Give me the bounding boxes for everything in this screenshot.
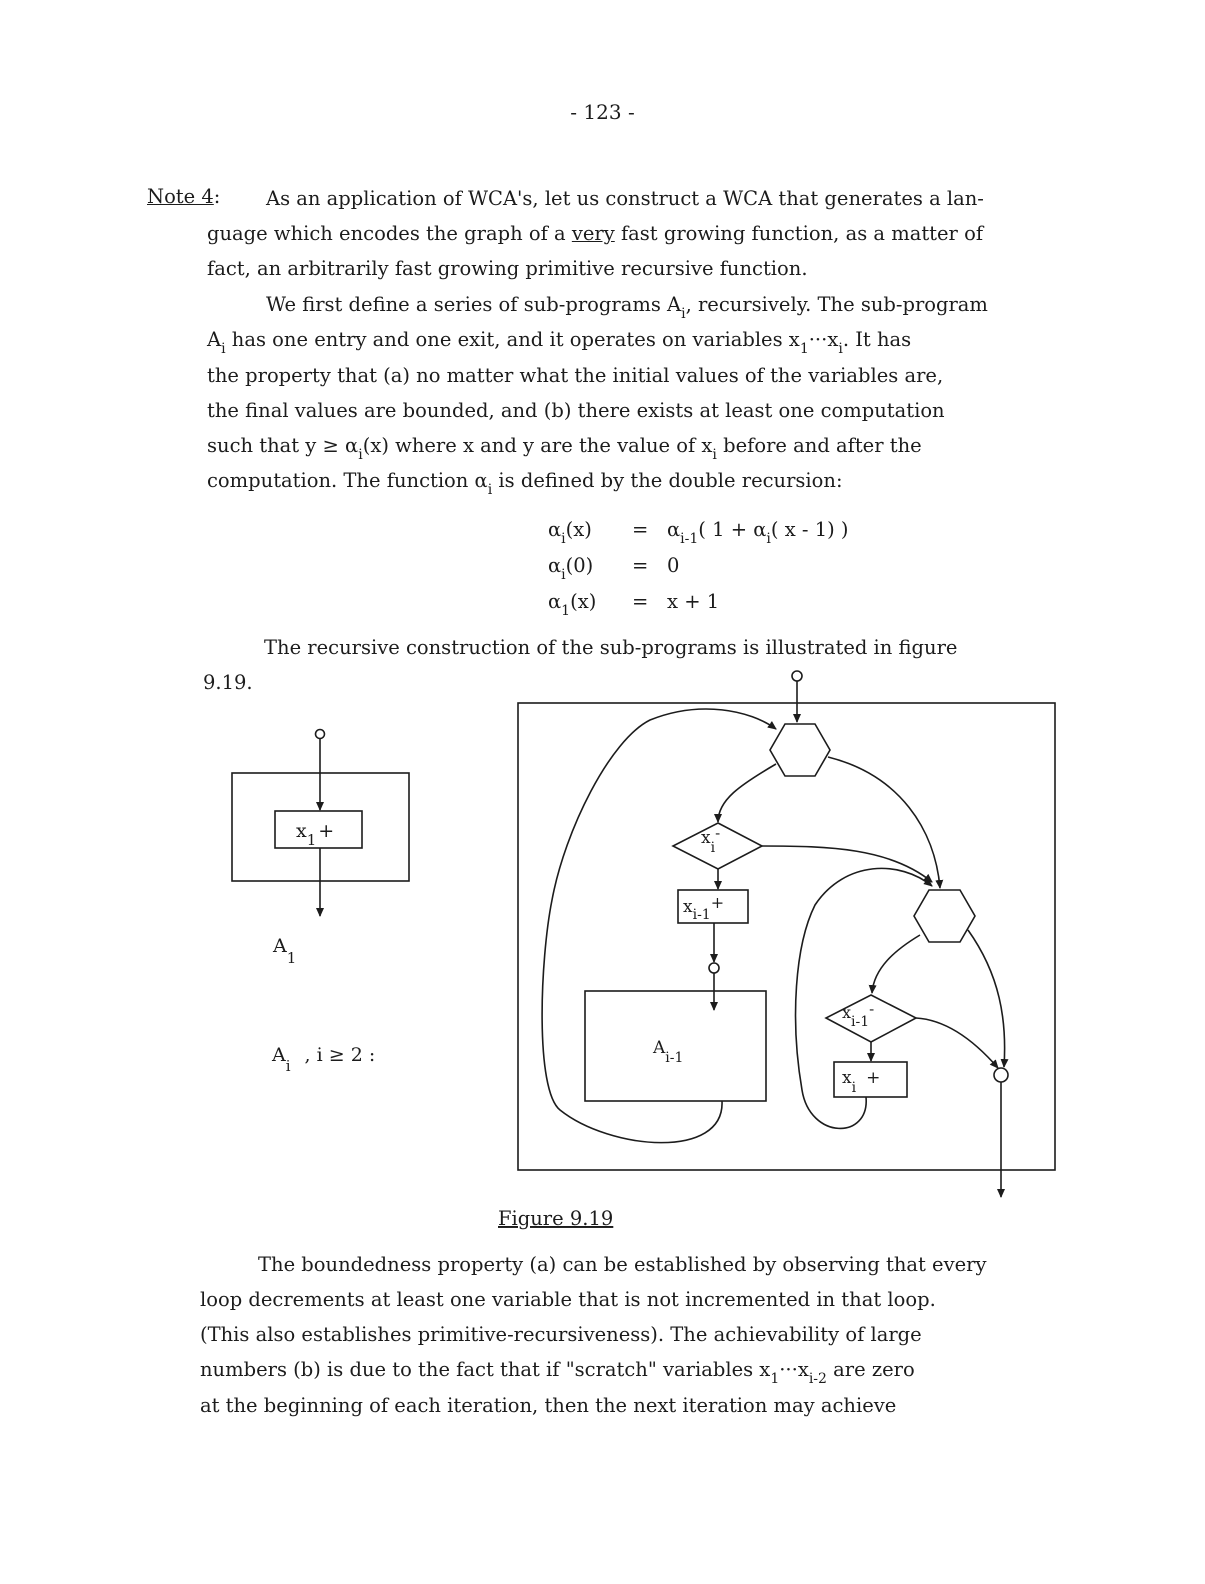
subscript: 1: [286, 949, 297, 967]
subscript: 1: [799, 341, 809, 357]
para1-line-5: [207, 434, 922, 463]
a1-entry-node: [316, 730, 325, 739]
var: x: [296, 820, 307, 842]
para1-l2-b: has one entry and one exit, and it operates on variables x: [231, 328, 800, 351]
para3-l4-b: ···x: [779, 1358, 809, 1381]
equation-1-lhs: [548, 518, 592, 547]
para1-l2-d: . It has: [842, 328, 912, 351]
subscript: i: [285, 1057, 291, 1075]
operator: -: [715, 824, 721, 842]
sub-program-entry-node: [709, 963, 719, 973]
para1-l5-a: such that y ≥ α: [207, 434, 359, 457]
edge-hex-to-hex2: [828, 757, 940, 888]
note-label: Note 4: [147, 185, 214, 208]
subscript: i: [561, 531, 566, 547]
equation-1-rhs: [667, 518, 849, 547]
para1-line-1: [266, 293, 988, 322]
alpha: α: [667, 518, 681, 541]
note-line-2: [207, 222, 983, 246]
subscript: i-1: [851, 1014, 870, 1030]
operator: +: [710, 893, 725, 912]
var: A: [653, 1038, 666, 1058]
rhs-part: ( 1 + α: [698, 518, 767, 541]
var: x: [842, 1003, 852, 1022]
subscript: i: [681, 306, 686, 322]
para1-l1-start: We first define a series of sub-programs A: [266, 293, 682, 316]
subscript: i-1: [665, 1050, 684, 1066]
equation-2-eq: =: [632, 554, 649, 577]
subscript: i-2: [808, 1371, 827, 1387]
para1-l2-a: A: [207, 328, 222, 351]
emphasis-very: very: [571, 222, 615, 245]
para1-l6-a: computation. The function α: [207, 469, 488, 492]
para3-line-1: The boundedness property (a) can be established by observing that every: [258, 1253, 987, 1276]
ai-frame: [518, 703, 1055, 1170]
para1-line-4: the final values are bounded, and (b) there exists at least one computation: [207, 399, 945, 422]
edge-hex2-to-dec: [872, 935, 920, 993]
para3-l4-c: are zero: [833, 1358, 915, 1381]
subscript: 1: [306, 831, 317, 849]
sub-program-box: [585, 991, 766, 1101]
subscript: 1: [561, 603, 571, 619]
note-colon: :: [213, 185, 221, 208]
var: x: [842, 1068, 852, 1088]
alpha: α: [548, 554, 562, 577]
para1-l1-end: , recursively. The sub-program: [685, 293, 988, 316]
figure-caption: Figure 9.19: [498, 1207, 614, 1230]
rhs-part: ( x - 1) ): [770, 518, 849, 541]
para3-line-3: (This also establishes primitive-recursiveness). The achievability of large: [200, 1323, 922, 1346]
var: x: [683, 897, 693, 917]
edge-hex2-to-exit-node: [968, 930, 1005, 1067]
a1-caption-label: [272, 935, 296, 967]
dec-xim1-label: [842, 1000, 874, 1030]
decision-diamond-xim1: [826, 995, 916, 1042]
a1-diagram: [232, 730, 409, 917]
var: A: [273, 935, 287, 957]
para2-line-2: 9.19.: [203, 671, 253, 694]
subscript: i: [766, 531, 771, 547]
ai-caption-label: [271, 1044, 375, 1075]
subscript: i-1: [680, 531, 699, 547]
operator: -: [869, 1000, 875, 1018]
operator: +: [318, 820, 335, 842]
para2-line-1: The recursive construction of the sub-programs is illustrated in figure: [264, 636, 958, 659]
note-line-2-start: guage which encodes the graph of a: [207, 222, 566, 245]
subscript: i: [851, 1080, 857, 1096]
equation-1-eq: =: [632, 518, 649, 541]
ai-exit-node: [994, 1068, 1008, 1082]
subscript: i: [358, 447, 363, 463]
para1-line-6: [207, 469, 843, 498]
hexagon-node-top: [770, 724, 830, 776]
alpha: α: [548, 518, 562, 541]
dec-xi-label: [701, 824, 720, 856]
argument: (x): [565, 518, 592, 541]
para1-line-2: [207, 328, 912, 357]
sub-program-label: [652, 1038, 683, 1066]
subscript: i: [561, 567, 566, 583]
var: A: [272, 1044, 286, 1066]
inc-xim1-label: [683, 893, 724, 923]
var: x: [701, 828, 711, 848]
para3-line-4: [200, 1358, 915, 1387]
inc-xi-label: [842, 1068, 880, 1096]
para3-l4-a: numbers (b) is due to the fact that if "scratch" variables x: [200, 1358, 771, 1381]
a1-frame: [232, 773, 409, 881]
para1-l5-b: (x) where x and y are the value of x: [362, 434, 713, 457]
ai-entry-node: [792, 671, 802, 681]
subscript: 1: [770, 1371, 780, 1387]
operator: +: [866, 1068, 881, 1088]
condition: , i ≥ 2 :: [304, 1044, 376, 1066]
para3-line-2: loop decrements at least one variable that is not incremented in that loop.: [200, 1288, 936, 1311]
a1-box-label: [296, 820, 334, 849]
equation-3-eq: =: [632, 590, 649, 613]
a1-increment-box: [275, 811, 362, 848]
subscript: i: [710, 840, 716, 856]
subscript: i: [221, 341, 226, 357]
equation-3-rhs: x + 1: [667, 590, 720, 613]
hexagon-node-second: [914, 890, 975, 942]
edge-dec-xi-exit: [762, 846, 932, 882]
subscript: i: [838, 341, 843, 357]
note-heading: [147, 185, 220, 209]
ai-diagram: [518, 671, 1055, 1197]
para1-l5-c: before and after the: [723, 434, 922, 457]
note-line-1: As an application of WCA's, let us construct a WCA that generates a lan-: [266, 187, 984, 210]
equation-3-lhs: [548, 590, 597, 619]
edge-hex-to-dec-xi: [718, 764, 776, 822]
argument: (0): [565, 554, 594, 577]
inc-xi-box: [834, 1062, 907, 1097]
note-line-3: fact, an arbitrarily fast growing primitive recursive function.: [207, 257, 808, 280]
subscript: i: [487, 482, 493, 498]
subscript: i-1: [692, 907, 711, 923]
para1-l2-c: ···x: [808, 328, 839, 351]
loop-back-edge-outer: [542, 709, 776, 1143]
note-line-2-end: fast growing function, as a matter of: [620, 222, 984, 245]
inc-xim1-box: [678, 890, 748, 923]
argument: (x): [570, 590, 597, 613]
para1-l6-b: is defined by the double recursion:: [498, 469, 843, 492]
alpha: α: [548, 590, 562, 613]
page-number: - 123 -: [570, 100, 635, 124]
para1-line-3: the property that (a) no matter what the initial values of the variables are,: [207, 364, 944, 387]
loop-back-edge-inner: [796, 868, 932, 1128]
equation-2-rhs: 0: [667, 554, 680, 577]
equation-2-lhs: [548, 554, 594, 583]
edge-dec-xim1-exit: [916, 1018, 998, 1068]
decision-diamond-xi: [673, 823, 762, 869]
subscript: i: [712, 447, 717, 463]
para3-line-5: at the beginning of each iteration, then the next iteration may achieve: [200, 1394, 897, 1417]
